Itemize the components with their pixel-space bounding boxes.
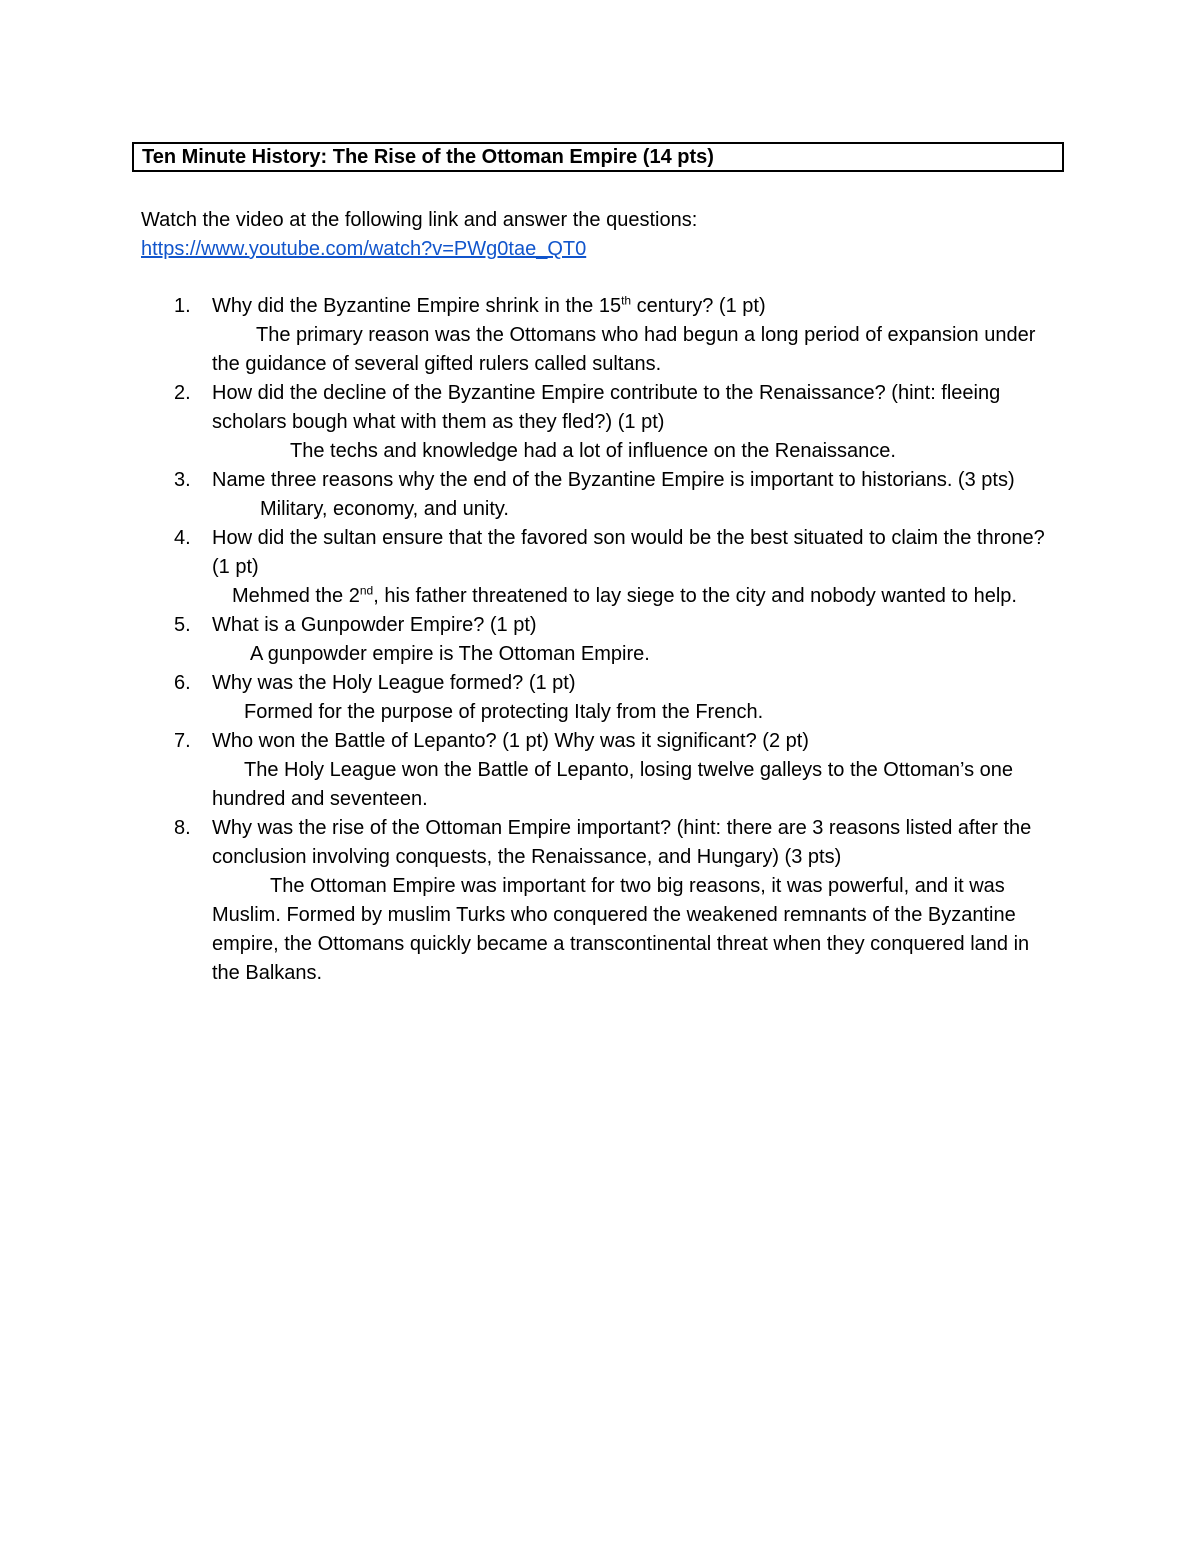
question-number: 4. (174, 527, 191, 549)
question-item-5 (174, 611, 1052, 669)
question-item-2 (174, 379, 1052, 466)
video-link[interactable]: https://www.youtube.com/watch?v=PWg0tae_QT0 (141, 238, 587, 260)
answer-text: Formed for the purpose of protecting Italy from the French. (244, 701, 764, 723)
answer-text: Military, economy, and unity. (260, 498, 509, 520)
answer-text-part: Mehmed the 2 (232, 585, 360, 607)
answer-text (212, 582, 1052, 611)
instructions-block (141, 206, 1041, 264)
question-text (212, 292, 1052, 321)
question-list (174, 292, 1052, 988)
answer-superscript: nd (359, 583, 374, 598)
question-item-3 (174, 466, 1052, 524)
document-title (132, 142, 1064, 172)
answer-text: The techs and knowledge had a lot of influence on the Renaissance. (290, 440, 896, 462)
question-number: 2. (174, 382, 191, 404)
question-number: 8. (174, 817, 191, 839)
answer-text: The Holy League won the Battle of Lepanto, losing twelve galleys to the Ottoman’s one hundred and seventeen. (212, 759, 1014, 810)
question-text-part: century? (1 pt) (631, 295, 766, 317)
answer-text-part: , his father threatened to lay siege to the city and nobody wanted to help. (373, 585, 1017, 607)
question-text: Name three reasons why the end of the Byzantine Empire is important to historians. (3 pts) (212, 469, 1015, 491)
question-superscript: th (621, 293, 632, 308)
question-text: Why was the rise of the Ottoman Empire important? (hint: there are 3 reasons listed after the conclusion involving conquests, the Renaissance, and Hungary) (3 pts) (212, 817, 1032, 868)
answer-text: The primary reason was the Ottomans who had begun a long period of expansion under the guidance of several gifted rulers called sultans. (212, 324, 1036, 375)
answer-text: A gunpowder empire is The Ottoman Empire. (250, 643, 650, 665)
question-number: 7. (174, 730, 191, 752)
question-number: 1. (174, 295, 191, 317)
instructions-text: Watch the video at the following link and answer the questions: (141, 209, 698, 231)
question-item-1 (174, 292, 1052, 379)
question-text-part: Why did the Byzantine Empire shrink in the 15 (212, 295, 622, 317)
question-number: 3. (174, 469, 191, 491)
question-number: 6. (174, 672, 191, 694)
question-text: What is a Gunpowder Empire? (1 pt) (212, 614, 537, 636)
question-text: How did the sultan ensure that the favored son would be the best situated to claim the throne? (1 pt) (212, 527, 1045, 578)
document-title-text: Ten Minute History: The Rise of the Ottoman Empire (14 pts) (142, 146, 714, 168)
question-item-7 (174, 727, 1052, 814)
question-number: 5. (174, 614, 191, 636)
question-item-6 (174, 669, 1052, 727)
answer-text: The Ottoman Empire was important for two big reasons, it was powerful, and it was Muslim. Formed by muslim Turks who conquered the weakened remnants of the Byzantine empire, the Ottomans quickly became a transcontinental threat when they conquered land in the Balkans. (212, 875, 1030, 984)
question-text: Who won the Battle of Lepanto? (1 pt) Why was it significant? (2 pt) (212, 730, 809, 752)
question-text: How did the decline of the Byzantine Empire contribute to the Renaissance? (hint: fleeing scholars bough what with them as they fled?) (1 pt) (212, 382, 1001, 433)
question-item-4 (174, 524, 1052, 611)
question-item-8 (174, 814, 1052, 988)
question-text: Why was the Holy League formed? (1 pt) (212, 672, 576, 694)
